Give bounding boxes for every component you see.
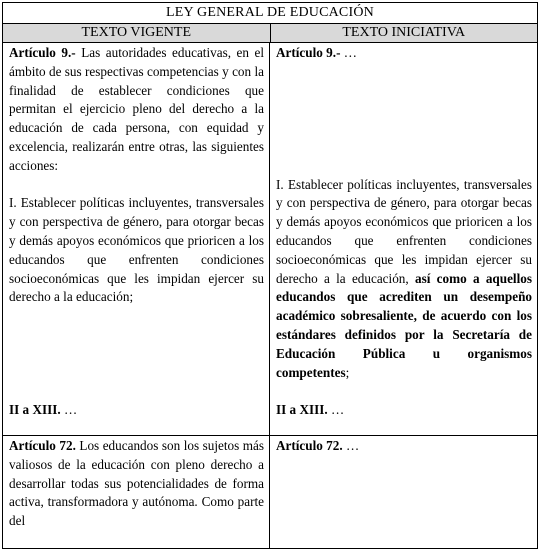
article-label: Artículo 72. xyxy=(9,438,76,453)
article-label: Artículo 72. xyxy=(276,438,343,453)
article-text: … xyxy=(342,438,360,453)
article-paragraph xyxy=(276,44,532,63)
range-paragraph xyxy=(276,401,532,420)
cell-texto-vigente xyxy=(3,436,270,548)
fraction-paragraph: I. Establecer políticas incluyentes, transversales y con perspectiva de género, para otorgar becas y demás apoyos económicos que prioricen a los educandos que enfrenten condiciones socioeconómicas que les impidan ejercer su derecho a la educación; xyxy=(9,195,264,305)
fraction-paragraph xyxy=(276,176,532,383)
range-paragraph xyxy=(9,401,264,420)
table-row-articulo-9 xyxy=(3,43,537,436)
article-paragraph xyxy=(9,44,264,176)
table-title: LEY GENERAL DE EDUCACIÓN xyxy=(3,3,537,24)
article-text: Los educandos son los sujetos más valiosos de la educación con pleno derecho a desarrollar todas sus potencialidades de forma activa, transformadora y autónoma. Como parte del xyxy=(9,438,264,529)
article-label: Artículo 9.- xyxy=(276,45,341,60)
column-header-vigente: TEXTO VIGENTE xyxy=(3,24,271,42)
article-paragraph xyxy=(276,437,532,456)
cell-texto-iniciativa xyxy=(270,436,537,548)
column-header-iniciativa: TEXTO INICIATIVA xyxy=(271,24,538,42)
article-text: … xyxy=(340,45,357,60)
column-headers xyxy=(3,24,537,43)
range-text: … xyxy=(327,402,345,418)
cell-texto-vigente xyxy=(3,43,270,435)
range-label: II a XIII. xyxy=(276,402,328,418)
range-label: II a XIII. xyxy=(9,402,61,418)
fraction-added-text: así como a aquellos educandos que acrediten un desempeño académico sobresaliente, de acuerdo con los estándares definidos por la Secretaría de Educación Pública u organismos competentes xyxy=(276,270,532,380)
article-text: Las autoridades educativas, en el ámbito de sus respectivas competencias y con la finalidad de establecer condiciones que permitan el ejercicio pleno del derecho a la educación de cada persona, con equidad y excelencia, realizarán entre otras, las siguientes acciones: xyxy=(9,45,264,173)
fraction-end: ; xyxy=(345,364,350,380)
article-paragraph xyxy=(9,437,264,531)
fraction-text: I. Establecer políticas incluyentes, transversales y con perspectiva de género, para otorgar becas y demás apoyos económicos que prioricen a los educandos que enfrenten condiciones socioeconómicas que les impidan ejercer su derecho a la educación, xyxy=(276,176,532,286)
article-label: Artículo 9.- xyxy=(9,45,76,60)
cell-texto-iniciativa xyxy=(270,43,537,435)
comparison-table xyxy=(2,2,538,549)
table-row-articulo-72 xyxy=(3,436,537,548)
range-text: … xyxy=(60,402,78,418)
